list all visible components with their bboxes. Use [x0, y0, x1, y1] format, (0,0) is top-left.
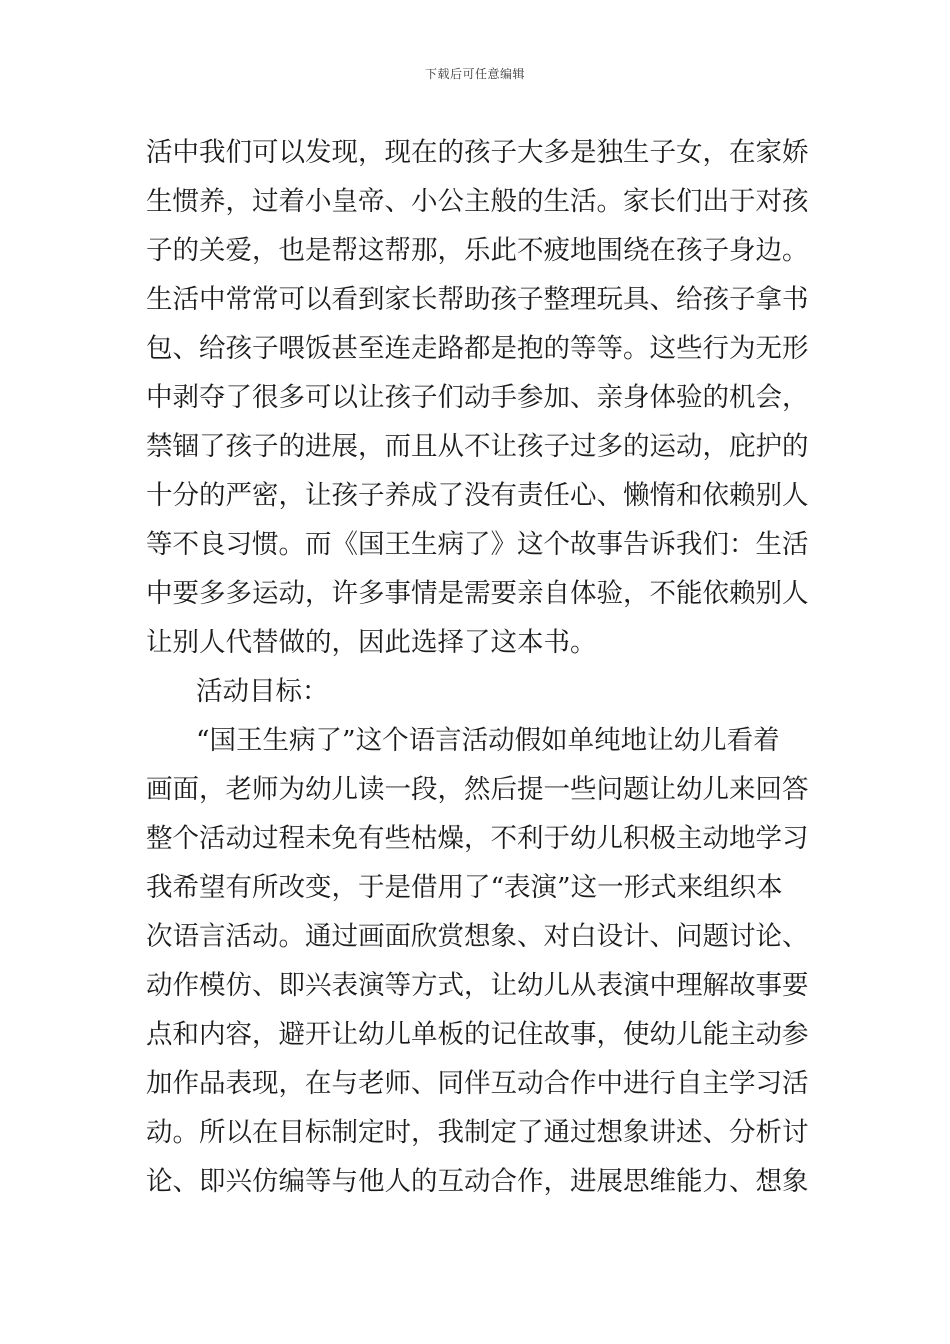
- text-line: “国王生病了”这个语言活动假如单纯地让幼儿看着: [196, 725, 780, 756]
- text-line: 生惯养，过着小皇帝、小公主般的生活。家长们出于对孩: [146, 186, 809, 217]
- text-line: 论、即兴仿编等与他人的互动合作，进展思维能力、想象: [146, 1166, 809, 1197]
- text-line: 点和内容，避开让幼儿单板的记住故事，使幼儿能主动参: [146, 1019, 809, 1050]
- text-line: 十分的严密，让孩子养成了没有责任心、懒惰和依赖别人: [146, 480, 809, 511]
- text-line: 动。所以在目标制定时，我制定了通过想象讲述、分析讨: [146, 1117, 809, 1148]
- text-line: 子的关爱，也是帮这帮那，乐此不疲地围绕在孩子身边。: [146, 235, 809, 266]
- body-text: [146, 128, 816, 1206]
- text-line: 等不良习惯。而《国王生病了》这个故事告诉我们：生活: [146, 529, 809, 560]
- text-line: 让别人代替做的，因此选择了这本书。: [146, 627, 597, 658]
- text-line: 包、给孩子喂饭甚至连走路都是抱的等等。这些行为无形: [146, 333, 809, 364]
- page-header: 下载后可任意编辑: [424, 67, 525, 81]
- text-line: 中要多多运动，许多事情是需要亲自体验，不能依赖别人: [146, 578, 809, 609]
- text-line: 动作模仿、即兴表演等方式，让幼儿从表演中理解故事要: [146, 970, 809, 1001]
- text-line: 加作品表现，在与老师、同伴互动合作中进行自主学习活: [146, 1068, 809, 1099]
- text-line: 生活中常常可以看到家长帮助孩子整理玩具、给孩子拿书: [146, 284, 809, 315]
- text-line: 次语言活动。通过画面欣赏想象、对白设计、问题讨论、: [146, 921, 809, 952]
- text-line: 画面，老师为幼儿读一段，然后提一些问题让幼儿来回答: [146, 774, 809, 805]
- text-line: 我希望有所改变，于是借用了“表演”这一形式来组织本: [146, 872, 783, 903]
- text-line: 活中我们可以发现，现在的孩子大多是独生子女，在家娇: [146, 137, 809, 168]
- section-heading: 活动目标：: [196, 676, 329, 707]
- text-line: 禁锢了孩子的进展，而且从不让孩子过多的运动，庇护的: [146, 431, 809, 462]
- text-line: 中剥夺了很多可以让孩子们动手参加、亲身体验的机会，: [146, 382, 809, 413]
- text-line: 整个活动过程未免有些枯燥，不利于幼儿积极主动地学习: [146, 823, 809, 854]
